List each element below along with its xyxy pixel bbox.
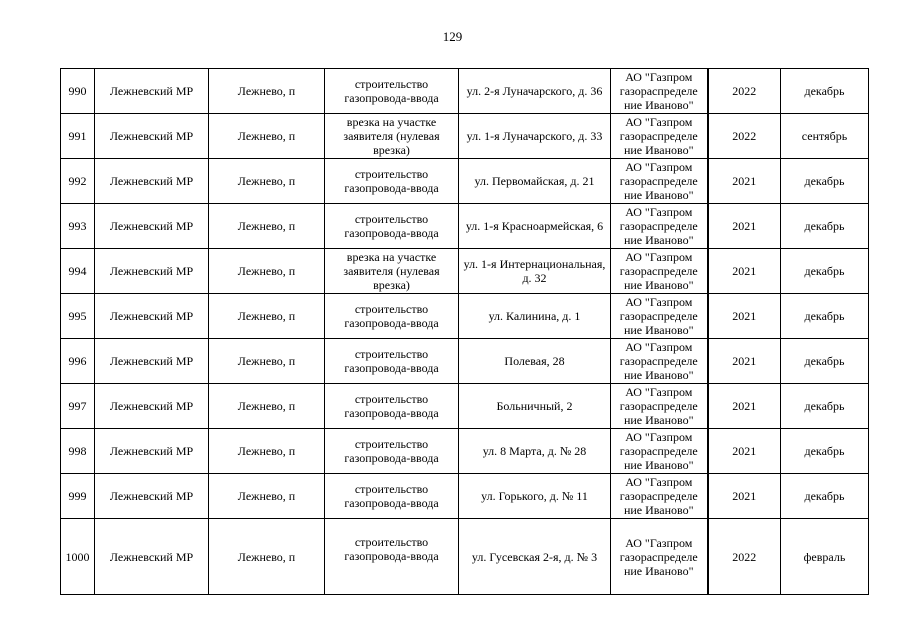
district-cell: Лежневский МР — [95, 384, 209, 429]
address-cell: ул. 1-я Красноармейская, 6 — [459, 204, 611, 249]
locality-cell: Лежнево, п — [209, 474, 325, 519]
organization-cell: АО "Газпром газораспределе ние Иваново" — [611, 384, 708, 429]
row-number-cell: 999 — [61, 474, 95, 519]
year-cell: 2022 — [708, 69, 781, 114]
table-row — [61, 429, 869, 474]
row-number-cell: 992 — [61, 159, 95, 204]
work-type-cell: строительство газопровода-ввода — [325, 69, 459, 114]
year-cell: 2021 — [708, 204, 781, 249]
locality-cell: Лежнево, п — [209, 384, 325, 429]
locality-cell: Лежнево, п — [209, 339, 325, 384]
row-number-cell: 994 — [61, 249, 95, 294]
locality-cell: Лежнево, п — [209, 159, 325, 204]
work-type-cell: строительство газопровода-ввода — [325, 429, 459, 474]
organization-cell: АО "Газпром газораспределе ние Иваново" — [611, 69, 708, 114]
work-type-cell: строительство газопровода-ввода — [325, 159, 459, 204]
year-cell: 2021 — [708, 384, 781, 429]
month-cell: декабрь — [781, 159, 869, 204]
row-number-cell: 991 — [61, 114, 95, 159]
table-row — [61, 474, 869, 519]
address-cell: ул. 2-я Луначарского, д. 36 — [459, 69, 611, 114]
month-cell: сентябрь — [781, 114, 869, 159]
district-cell: Лежневский МР — [95, 204, 209, 249]
table-row — [61, 249, 869, 294]
year-cell: 2021 — [708, 339, 781, 384]
work-type-cell: строительство газопровода-ввода — [325, 474, 459, 519]
month-cell: декабрь — [781, 429, 869, 474]
work-type-cell: строительство газопровода-ввода — [325, 204, 459, 249]
address-cell: ул. 8 Марта, д. № 28 — [459, 429, 611, 474]
row-number-cell: 996 — [61, 339, 95, 384]
work-type-cell: строительство газопровода-ввода — [325, 294, 459, 339]
page-number: 129 — [442, 29, 463, 44]
table-row — [61, 204, 869, 249]
table-row — [61, 159, 869, 204]
month-cell: декабрь — [781, 294, 869, 339]
locality-cell: Лежнево, п — [209, 429, 325, 474]
row-number-cell: 995 — [61, 294, 95, 339]
month-cell: декабрь — [781, 69, 869, 114]
row-number-cell: 993 — [61, 204, 95, 249]
table-row — [61, 294, 869, 339]
month-cell: декабрь — [781, 249, 869, 294]
address-cell: ул. Горького, д. № 11 — [459, 474, 611, 519]
organization-cell: АО "Газпром газораспределе ние Иваново" — [611, 159, 708, 204]
table-row — [61, 384, 869, 429]
address-cell: ул. 1-я Луначарского, д. 33 — [459, 114, 611, 159]
row-number-cell: 1000 — [61, 519, 95, 595]
table-row — [61, 69, 869, 114]
address-cell: ул. Первомайская, д. 21 — [459, 159, 611, 204]
work-type-cell: строительство газопровода-ввода — [325, 519, 459, 595]
locality-cell: Лежнево, п — [209, 519, 325, 595]
table-row — [61, 114, 869, 159]
district-cell: Лежневский МР — [95, 249, 209, 294]
table-body — [61, 69, 869, 595]
organization-cell: АО "Газпром газораспределе ние Иваново" — [611, 429, 708, 474]
address-cell: Больничный, 2 — [459, 384, 611, 429]
address-cell: Полевая, 28 — [459, 339, 611, 384]
district-cell: Лежневский МР — [95, 519, 209, 595]
work-type-cell: врезка на участке заявителя (нулевая врезка) — [325, 114, 459, 159]
organization-cell: АО "Газпром газораспределе ние Иваново" — [611, 249, 708, 294]
locality-cell: Лежнево, п — [209, 114, 325, 159]
month-cell: февраль — [781, 519, 869, 595]
table-row — [61, 339, 869, 384]
district-cell: Лежневский МР — [95, 159, 209, 204]
organization-cell: АО "Газпром газораспределе ние Иваново" — [611, 519, 708, 595]
district-cell: Лежневский МР — [95, 429, 209, 474]
district-cell: Лежневский МР — [95, 474, 209, 519]
organization-cell: АО "Газпром газораспределе ние Иваново" — [611, 294, 708, 339]
year-cell: 2021 — [708, 429, 781, 474]
year-cell: 2022 — [708, 519, 781, 595]
work-type-cell: строительство газопровода-ввода — [325, 384, 459, 429]
work-type-cell: строительство газопровода-ввода — [325, 339, 459, 384]
district-cell: Лежневский МР — [95, 114, 209, 159]
row-number-cell: 990 — [61, 69, 95, 114]
locality-cell: Лежнево, п — [209, 294, 325, 339]
year-cell: 2021 — [708, 159, 781, 204]
month-cell: декабрь — [781, 204, 869, 249]
year-cell: 2021 — [708, 294, 781, 339]
organization-cell: АО "Газпром газораспределе ние Иваново" — [611, 204, 708, 249]
row-number-cell: 998 — [61, 429, 95, 474]
district-cell: Лежневский МР — [95, 294, 209, 339]
month-cell: декабрь — [781, 339, 869, 384]
row-number-cell: 997 — [61, 384, 95, 429]
address-cell: ул. Гусевская 2-я, д. № 3 — [459, 519, 611, 595]
month-cell: декабрь — [781, 384, 869, 429]
year-cell: 2021 — [708, 474, 781, 519]
year-cell: 2022 — [708, 114, 781, 159]
table-row — [61, 519, 869, 595]
organization-cell: АО "Газпром газораспределе ние Иваново" — [611, 474, 708, 519]
month-cell: декабрь — [781, 474, 869, 519]
address-cell: ул. 1-я Интернациональная, д. 32 — [459, 249, 611, 294]
gasification-table — [60, 68, 869, 595]
locality-cell: Лежнево, п — [209, 249, 325, 294]
locality-cell: Лежнево, п — [209, 204, 325, 249]
address-cell: ул. Калинина, д. 1 — [459, 294, 611, 339]
organization-cell: АО "Газпром газораспределе ние Иваново" — [611, 114, 708, 159]
year-cell: 2021 — [708, 249, 781, 294]
work-type-cell: врезка на участке заявителя (нулевая врезка) — [325, 249, 459, 294]
district-cell: Лежневский МР — [95, 69, 209, 114]
district-cell: Лежневский МР — [95, 339, 209, 384]
organization-cell: АО "Газпром газораспределе ние Иваново" — [611, 339, 708, 384]
locality-cell: Лежнево, п — [209, 69, 325, 114]
